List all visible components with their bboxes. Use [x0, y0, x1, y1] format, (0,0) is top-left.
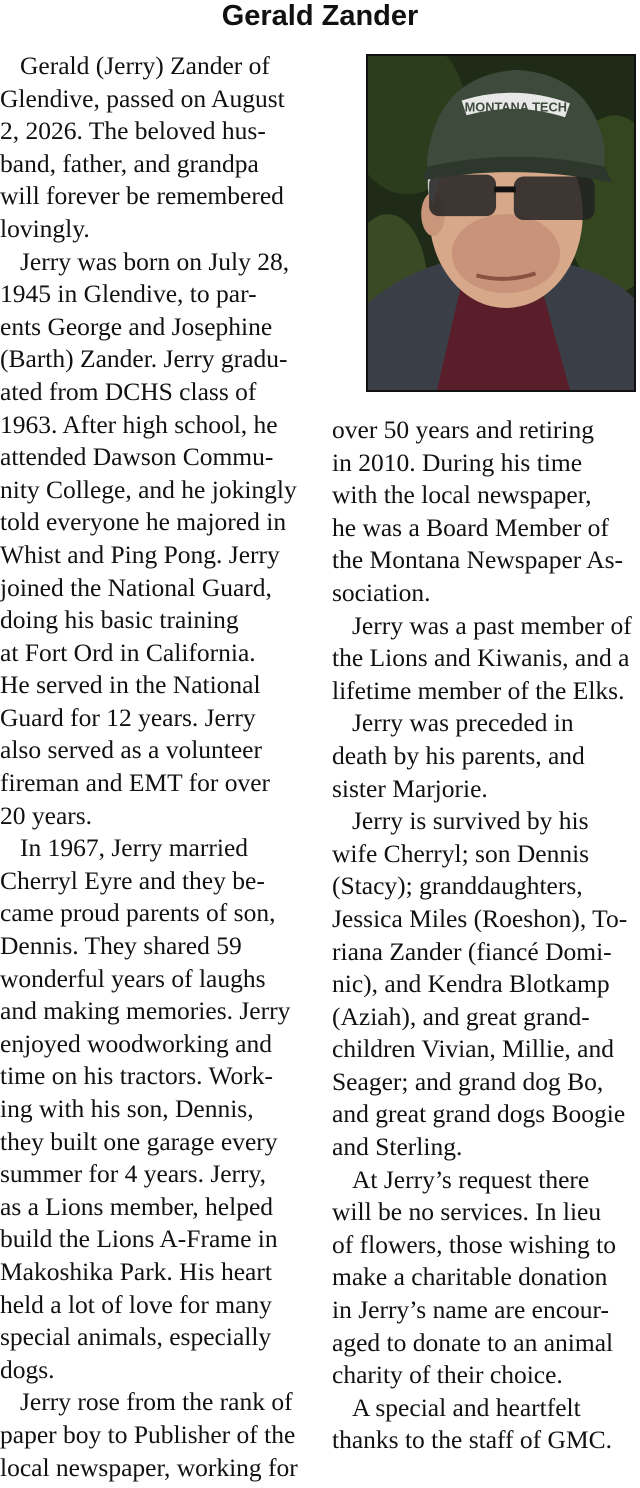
text-line: held a lot of love for many — [0, 1289, 272, 1319]
text-line: ated from DCHS class of — [0, 376, 257, 406]
text-column-right — [332, 414, 638, 1457]
text-line: told everyone he majored in — [0, 507, 287, 537]
text-line: Cherryl Eyre and they be- — [0, 865, 265, 895]
text-line: Makoshika Park. His heart — [0, 1256, 272, 1286]
text-line: ing with his son, Dennis, — [0, 1094, 254, 1123]
text-line: sociation. — [332, 577, 431, 607]
text-line: Jerry was born on July 28, — [20, 246, 290, 276]
text-line: nity College, and he jokingly — [0, 474, 297, 504]
text-line: they built one garage every — [0, 1126, 278, 1156]
text-line: (Aziah), and great grand- — [332, 1001, 590, 1031]
text-line: special animals, especially — [0, 1322, 272, 1352]
text-line: thanks to the staff of GMC. — [332, 1425, 613, 1455]
text-line: fireman and EMT for over — [0, 768, 271, 798]
text-line: and Sterling. — [332, 1132, 463, 1162]
portrait-photo-icon — [368, 56, 634, 390]
text-line: ents George and Josephine — [0, 311, 273, 341]
obituary-title: Gerald Zander — [221, 0, 419, 32]
text-line: the Montana Newspaper As- — [332, 545, 624, 575]
text-line: came proud parents of son, — [0, 898, 276, 928]
text-line: paper boy to Publisher of the — [0, 1419, 296, 1449]
text-line: Gerald (Jerry) Zander of — [20, 51, 270, 80]
text-line: and great grand dogs Boogie — [332, 1099, 626, 1129]
text-line: time on his tractors. Work- — [0, 1061, 273, 1091]
text-line: Jessica Miles (Roeshon), To- — [332, 903, 628, 933]
text-line: At Jerry’s request there — [352, 1164, 590, 1194]
text-line: Glendive, passed on August — [0, 83, 285, 113]
text-line: Jerry rose from the rank of — [20, 1387, 293, 1417]
text-column-left — [0, 50, 310, 1484]
text-line: aged to donate to an animal — [332, 1327, 614, 1357]
text-line: the Lions and Kiwanis, and a — [332, 643, 630, 673]
text-line: doing his basic training — [0, 605, 239, 635]
text-line: lifetime member of the Elks. — [332, 675, 625, 705]
text-line: (Stacy); granddaughters, — [332, 871, 583, 901]
text-line: riana Zander (fiancé Domi- — [332, 936, 612, 966]
text-line: will forever be remembered — [0, 181, 284, 211]
text-line: Dennis. They shared 59 — [0, 931, 242, 961]
text-line: will be no services. In lieu — [332, 1197, 602, 1227]
text-line: charity of their choice. — [332, 1360, 563, 1390]
text-line: children Vivian, Millie, and — [332, 1034, 614, 1064]
portrait-photo — [366, 54, 636, 392]
text-line: as a Lions member, helped — [0, 1191, 274, 1221]
text-line: over 50 years and retiring — [332, 415, 594, 444]
text-line: wife Cherryl; son Dennis — [332, 838, 590, 868]
text-line: with the local newspaper, — [332, 480, 592, 510]
text-line: 2, 2026. The beloved hus- — [0, 116, 266, 146]
text-line: in Jerry’s name are encour- — [332, 1295, 610, 1325]
text-line: Jerry was a past member of — [352, 610, 632, 640]
text-line: also served as a volunteer — [0, 735, 262, 765]
text-line: and making memories. Jerry — [0, 996, 291, 1026]
text-line: make a charitable donation — [332, 1262, 608, 1292]
text-line: He served in the National — [0, 670, 261, 700]
text-line: (Barth) Zander. Jerry gradu- — [0, 344, 288, 374]
text-line: build the Lions A-Frame in — [0, 1224, 278, 1254]
text-line: sister Marjorie. — [332, 773, 488, 803]
text-line: joined the National Guard, — [0, 572, 272, 602]
text-line: local newspaper, working for — [0, 1452, 298, 1482]
text-line: Jerry was preceded in — [352, 708, 574, 738]
text-line: Seager; and grand dog Bo, — [332, 1066, 604, 1096]
text-line: 1963. After high school, he — [0, 409, 278, 439]
text-line: wonderful years of laughs — [0, 963, 266, 993]
text-line: lovingly. — [0, 213, 90, 243]
text-line: A special and heartfelt — [352, 1392, 581, 1422]
text-line: band, father, and grandpa — [0, 148, 259, 178]
text-line: Jerry is survived by his — [352, 806, 589, 836]
text-line: attended Dawson Commu- — [0, 442, 274, 472]
text-line: dogs. — [0, 1354, 55, 1384]
text-line: of flowers, those wishing to — [332, 1229, 617, 1259]
text-line: 1945 in Glendive, to par- — [0, 279, 257, 309]
text-line: death by his parents, and — [332, 740, 585, 770]
text-line: Guard for 12 years. Jerry — [0, 702, 256, 732]
photo-cap-text: MONTANA TECH — [464, 99, 567, 115]
text-line: in 2010. During his time — [332, 447, 583, 477]
text-line: at Fort Ord in California. — [0, 637, 256, 667]
text-line: he was a Board Member of — [332, 512, 609, 542]
text-line: summer for 4 years. Jerry, — [0, 1159, 267, 1189]
text-line: In 1967, Jerry married — [20, 833, 249, 863]
text-line: enjoyed woodworking and — [0, 1028, 272, 1058]
text-line: nic), and Kendra Blotkamp — [332, 969, 610, 999]
text-line: Whist and Ping Pong. Jerry — [0, 539, 280, 569]
text-line: 20 years. — [0, 800, 93, 830]
